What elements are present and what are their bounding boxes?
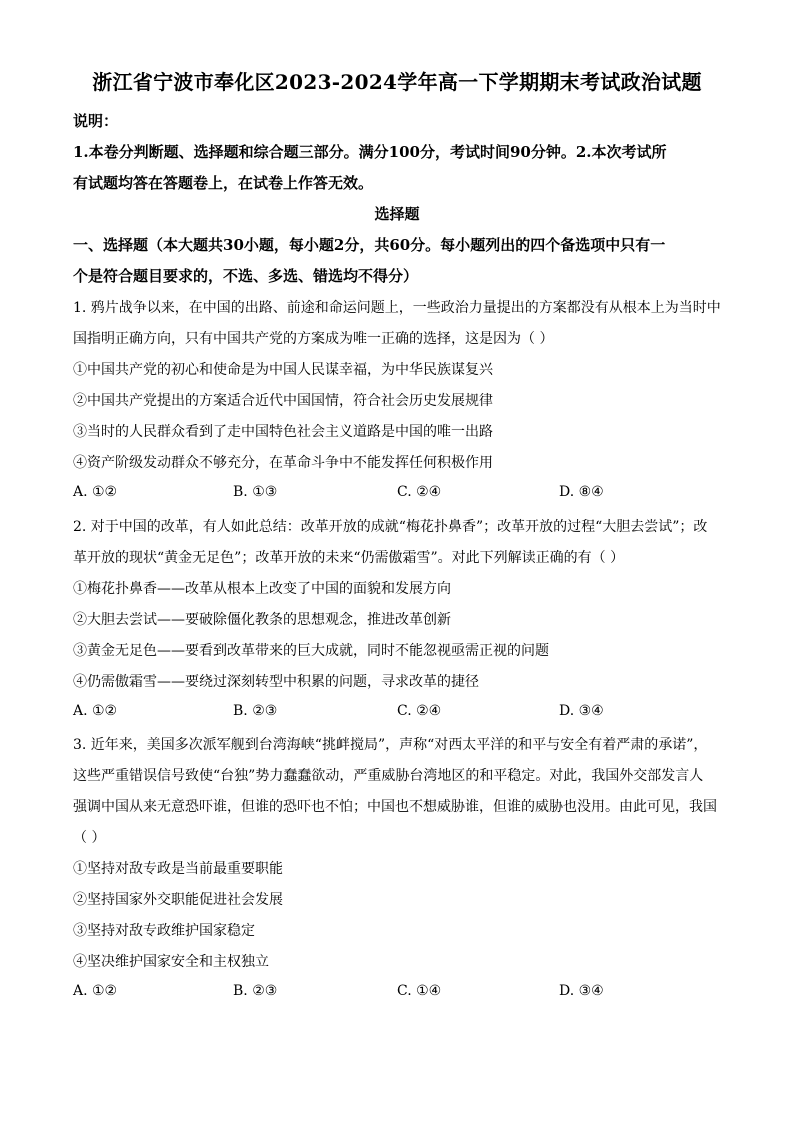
question-2-statement: ③黄金无足色——要看到改革带来的巨大成就，同时不能忽视亟需正视的问题: [73, 643, 549, 659]
option-c[interactable]: C. ②④: [397, 484, 442, 500]
option-b[interactable]: B. ②③: [233, 703, 278, 719]
page-title: 浙江省宁波市奉化区2023-2024学年高一下学期期末考试政治试题: [92, 70, 702, 94]
question-2-stem-line: 2. 对于中国的改革，有人如此总结：改革开放的成就“梅花扑鼻香”；改革开放的过程“大胆去尝试”；改: [73, 519, 708, 535]
option-a[interactable]: A. ①②: [73, 703, 118, 719]
question-1-statement: ②中国共产党提出的方案适合近代中国国情，符合社会历史发展规律: [73, 393, 493, 409]
question-1-statement: ③当时的人民群众看到了走中国特色社会主义道路是中国的唯一出路: [73, 424, 493, 440]
question-3-statement: ④坚决维护国家安全和主权独立: [73, 954, 269, 970]
section-intro-line: 一、选择题（本大题共30小题，每小题2分，共60分。每小题列出的四个备选项中只有一: [73, 236, 666, 254]
question-2-statement: ④仍需傲霜雪——要绕过深刻转型中积累的问题，寻求改革的捷径: [73, 674, 479, 690]
question-1-stem-line: 1. 鸦片战争以来，在中国的出路、前途和命运问题上，一些政治力量提出的方案都没有从根本上为当时中: [73, 300, 721, 316]
option-c[interactable]: C. ②④: [397, 703, 442, 719]
section-heading: 选择题: [374, 205, 420, 223]
question-3-stem-line: 3. 近年来，美国多次派军舰到台湾海峡“挑衅搅局”，声称“对西太平洋的和平与安全有着严肃的承诺”，: [73, 737, 708, 753]
instructions-line: 1.本卷分判断题、选择题和综合题三部分。满分100分，考试时间90分钟。2.本次考试所: [73, 143, 667, 161]
question-3-stem-line: （ ）: [73, 830, 106, 846]
question-3-statement: ②坚持国家外交职能促进社会发展: [73, 892, 283, 908]
option-b[interactable]: B. ②③: [233, 983, 278, 999]
question-3-statement: ①坚持对敌专政是当前最重要职能: [73, 861, 283, 877]
option-d[interactable]: D. ③④: [559, 983, 604, 999]
option-b[interactable]: B. ①③: [233, 484, 278, 500]
question-1-stem-line: 国指明正确方向，只有中国共产党的方案成为唯一正确的选择，这是因为（ ）: [73, 331, 554, 347]
option-a[interactable]: A. ①②: [73, 484, 118, 500]
question-3-stem-line: 强调中国从来无意恐吓谁，但谁的恐吓也不怕；中国也不想威胁谁，但谁的威胁也没用。由此可见，我国: [73, 799, 717, 815]
question-2-statement: ①梅花扑鼻香——改革从根本上改变了中国的面貌和发展方向: [73, 581, 451, 597]
instructions-line: 有试题均答在答题卷上，在试卷上作答无效。: [73, 174, 374, 192]
option-c[interactable]: C. ①④: [397, 983, 442, 999]
question-3-stem-line: 这些严重错误信号致使“台独”势力蠢蠢欲动，严重威胁台湾地区的和平稳定。对此，我国外交部发言人: [73, 768, 704, 784]
option-d[interactable]: D. ③④: [559, 703, 604, 719]
section-intro-line: 个是符合题目要求的，不选、多选、错选均不得分）: [73, 267, 419, 285]
instructions-heading: 说明：: [73, 112, 119, 130]
option-d[interactable]: D. ⑧④: [559, 484, 604, 500]
option-a[interactable]: A. ①②: [73, 983, 118, 999]
question-2-statement: ②大胆去尝试——要破除僵化教条的思想观念，推进改革创新: [73, 612, 451, 628]
question-1-statement: ④资产阶级发动群众不够充分，在革命斗争中不能发挥任何积极作用: [73, 455, 493, 471]
question-3-statement: ③坚持对敌专政维护国家稳定: [73, 923, 255, 939]
question-2-stem-line: 革开放的现状“黄金无足色”；改革开放的未来“仍需傲霜雪”。对此下列解读正确的有（ ）: [73, 550, 625, 566]
question-1-statement: ①中国共产党的初心和使命是为中国人民谋幸福，为中华民族谋复兴: [73, 362, 493, 378]
